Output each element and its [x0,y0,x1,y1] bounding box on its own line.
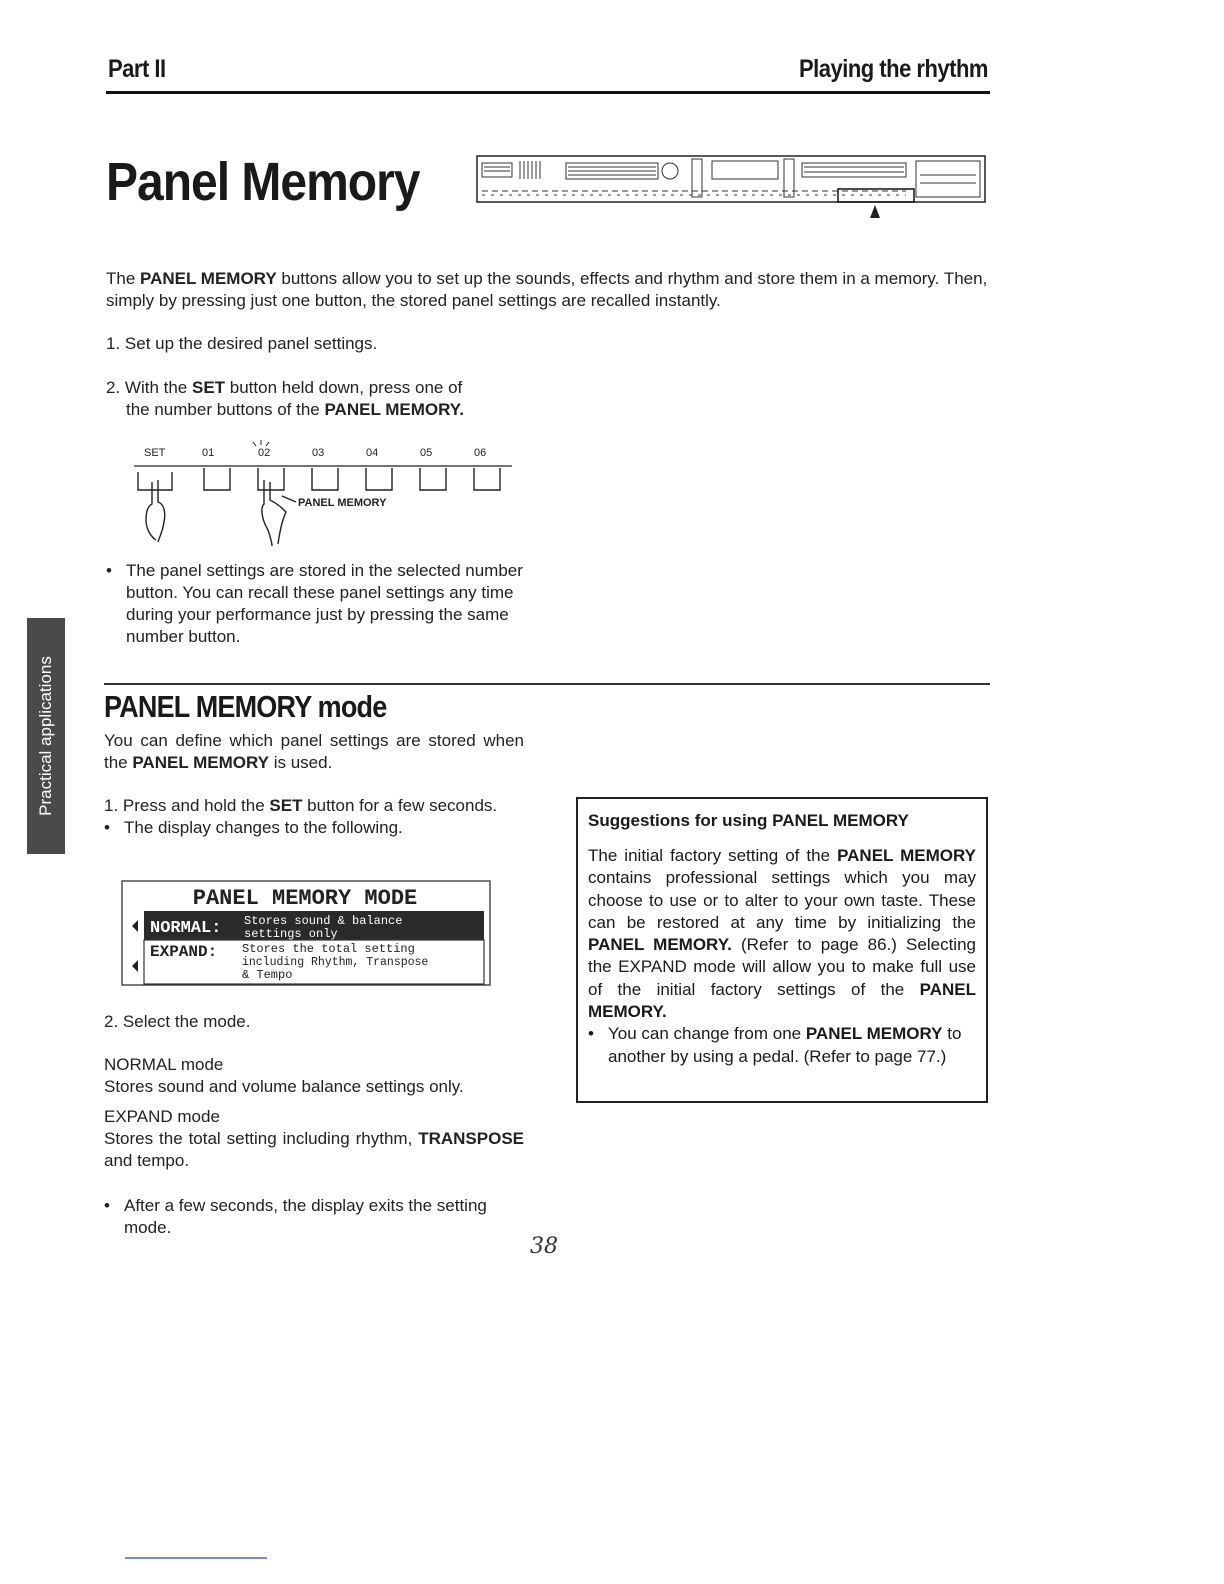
normal-mode-title: NORMAL mode [104,1055,224,1074]
step-2-text-2: button held down, press one of [225,378,463,397]
suggestions-text-3: (Refer to page 86.) Selecting the EXPAND mode will allow you to make full use of the initial factory settings of the [588,935,976,999]
suggestions-bold: PANEL MEMORY [837,846,976,865]
suggestions-bold-3: PANEL MEMORY. [588,979,976,1022]
lcd-expand-line-3: & Tempo [242,968,293,982]
diagram-label-04: 04 [366,447,379,459]
diagram-caption: PANEL MEMORY [298,497,387,509]
button-03 [312,468,338,490]
mode-step-1-text: 1. Press and hold the [104,796,270,815]
mode-step-2: 2. Select the mode. [104,1012,251,1031]
intro-paragraph [106,268,990,312]
diagram-label-06: 06 [474,447,487,459]
mode-intro-text: You can define which panel settings are stored when the [104,731,524,772]
expand-mode-block [104,1106,524,1172]
page-number: 38 [530,1234,558,1259]
expand-mode-desc: Stores the total setting including rhythm, [104,1129,419,1148]
section-rule [104,683,990,685]
lcd-expand-label: EXPAND: [150,943,218,961]
normal-mode-block [104,1054,524,1098]
header-part: Part II [108,54,166,83]
suggestions-title: Suggestions for using PANEL MEMORY [588,811,909,830]
set-button [138,472,172,490]
normal-mode-desc: Stores sound and volume balance settings only. [104,1077,464,1096]
button-01 [204,468,230,490]
diagram-label-01: 01 [202,447,215,459]
header-rule [106,91,990,94]
side-tab-label: Practical applications [36,656,55,816]
bullet-dot: • [104,818,110,837]
mode-intro [104,730,524,774]
lcd-normal-label: NORMAL: [150,919,222,938]
button-02 [258,468,284,490]
bullet-stored [106,560,526,648]
lcd-expand-line-1: Stores the total setting [242,942,415,956]
suggestions-text-2: contains professional settings which you may choose to use or to alter to your own taste. These can be restored at any time by initializing the [588,868,976,932]
intro-text-2: buttons allow you to set up the sounds, effects and rhythm and store them in a memory. Then, simply by pressing just one button, the stored panel settings are recalled instantly. [106,269,988,310]
mode-step-1-bullet: The display changes to the following. [124,818,403,837]
panel-memory-buttons-diagram [130,440,520,550]
section-title: PANEL MEMORY mode [104,690,387,724]
lcd-expand-line-2: including Rhythm, Transpose [242,956,429,969]
mode-intro-bold: PANEL MEMORY [132,753,269,772]
keyboard-panel-illustration [476,155,986,220]
page-title: Panel Memory [106,153,420,213]
bullet-dot: • [104,1196,110,1215]
diagram-label-03: 03 [312,447,325,459]
button-04 [366,468,392,490]
lcd-normal-line-1: Stores sound & balance [244,914,403,928]
lcd-normal-line-2: settings only [244,927,338,941]
suggestions-bullet [588,1023,976,1068]
intro-bold: PANEL MEMORY [140,269,277,288]
diagram-label-set: SET [144,447,166,459]
side-tab [27,618,65,854]
lit-indicator-icon [253,440,269,446]
header-chapter: Playing the rhythm [798,54,988,83]
step-2-text: 2. With the [106,378,192,397]
intro-text: The [106,269,141,288]
step-2-bold: SET [191,378,226,397]
button-06 [474,468,500,490]
mode-intro-text-2: is used. [269,753,333,772]
diagram-label-05: 05 [420,447,433,459]
hand-set-icon [146,480,165,542]
lcd-title: PANEL MEMORY MODE [192,886,418,911]
mode-step-1-bold: SET [269,796,303,815]
suggestions-box [576,797,988,1103]
button-05 [420,468,446,490]
suggestions-bullet-text: You can change from one [608,1024,806,1044]
suggestions-bullet-text-2: to another by using a pedal. (Refer to page 77.) [608,1024,962,1066]
bullet-exit-text: After a few seconds, the display exits the setting mode. [124,1196,487,1237]
step-2 [106,377,526,421]
expand-mode-bold: TRANSPOSE [418,1129,524,1148]
suggestions-body [588,845,976,1023]
suggestions-bullet-bold: PANEL MEMORY [805,1024,943,1044]
expand-mode-title: EXPAND mode [104,1107,220,1126]
bullet-exit [104,1195,524,1239]
step-2-bold-2: PANEL MEMORY. [324,400,464,419]
step-2-text-3: the number buttons of the [126,400,325,419]
suggestions-text: The initial factory setting of the [588,846,838,865]
expand-mode-desc-2: and tempo. [104,1151,190,1170]
bullet-dot: • [588,1024,594,1044]
suggestions-bold-2: PANEL MEMORY. [588,935,732,955]
lcd-display [118,880,492,988]
bullet-stored-text: The panel settings are stored in the selected number button. You can recall these panel settings any time during your performance just by pressing the same number button. [126,561,523,646]
mode-step-1-text-2: button for a few seconds. [302,796,498,815]
mode-step-1 [104,795,524,839]
bullet-dot: • [106,561,112,580]
step-1: 1. Set up the desired panel settings. [106,334,378,353]
bottom-rule [125,1557,267,1559]
diagram-label-02: 02 [258,447,271,459]
